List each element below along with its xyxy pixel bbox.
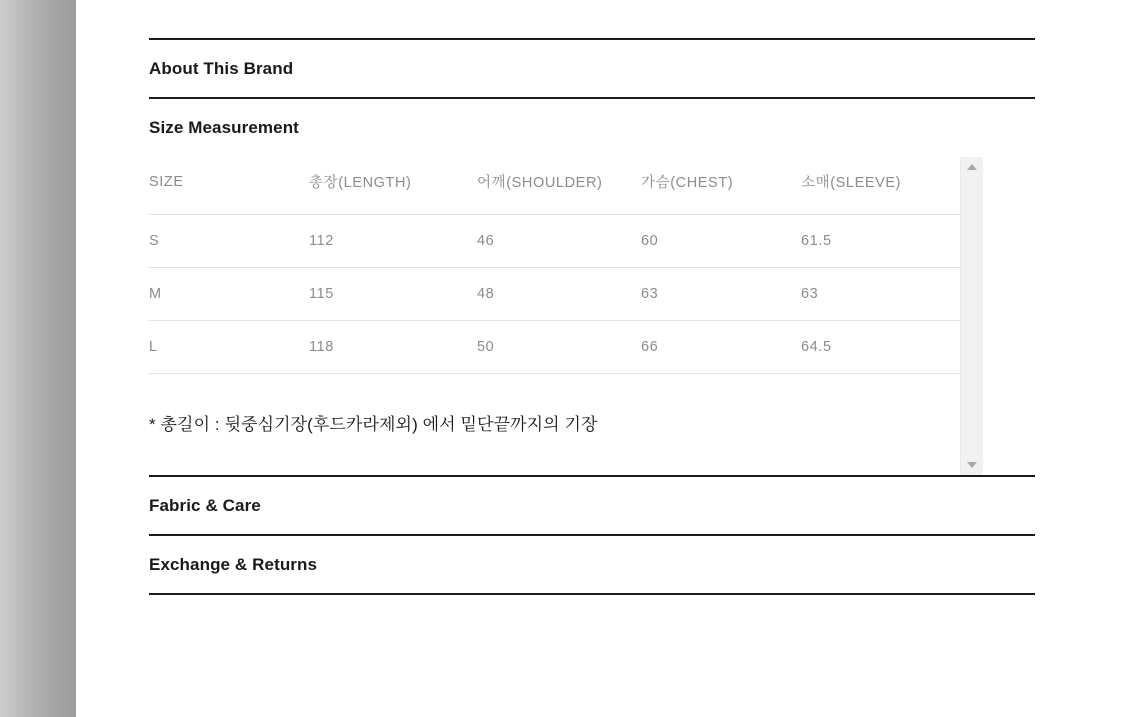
cell-sleeve: 64.5: [801, 321, 967, 374]
accordion-about-this-brand[interactable]: [149, 40, 1035, 97]
fabric-care-label: Fabric & Care: [149, 495, 261, 515]
cell-shoulder: 46: [477, 215, 641, 268]
chevron-down-icon: [967, 462, 977, 468]
size-measurement-label: Size Measurement: [149, 118, 299, 137]
cell-length: 115: [309, 268, 477, 321]
chevron-up-icon: [967, 164, 977, 170]
column-header-length: 총장(LENGTH): [309, 171, 477, 215]
cell-chest: 66: [641, 321, 801, 374]
table-row: [149, 215, 967, 268]
accordion-fabric-care[interactable]: [149, 477, 1035, 534]
table-header-row: [149, 171, 967, 215]
cell-length: 112: [309, 215, 477, 268]
bottom-spacer: [149, 595, 1035, 681]
cell-size: L: [149, 321, 309, 374]
cell-size: M: [149, 268, 309, 321]
scroll-down-arrow-icon[interactable]: [961, 455, 983, 475]
accordion-content: [149, 0, 1035, 681]
exchange-returns-label: Exchange & Returns: [149, 554, 318, 574]
accordion-exchange-returns[interactable]: [149, 536, 1035, 593]
cell-length: 118: [309, 321, 477, 374]
cell-chest: 60: [641, 215, 801, 268]
cell-chest: 63: [641, 268, 801, 321]
cell-size: S: [149, 215, 309, 268]
size-measurement-section: [149, 99, 1035, 475]
column-header-size: SIZE: [149, 171, 309, 215]
scroll-up-arrow-icon[interactable]: [961, 157, 983, 177]
size-measurement-scroll-area[interactable]: [149, 157, 1035, 475]
table-row: [149, 321, 967, 374]
size-measurement-table: [149, 171, 967, 374]
column-header-sleeve: 소매(SLEEVE): [801, 171, 967, 215]
cell-shoulder: 48: [477, 268, 641, 321]
accordion-size-measurement[interactable]: [149, 99, 1035, 157]
column-header-chest: 가슴(CHEST): [641, 171, 801, 215]
about-this-brand-label: About This Brand: [149, 58, 294, 78]
size-table-scrollbar[interactable]: [960, 157, 983, 475]
left-gradient-edge: [0, 0, 76, 717]
cell-sleeve: 63: [801, 268, 967, 321]
table-row: [149, 268, 967, 321]
size-measurement-note: * 총길이 : 뒷중심기장(후드카라제외) 에서 밑단끝까지의 기장: [149, 415, 598, 434]
cell-shoulder: 50: [477, 321, 641, 374]
cell-sleeve: 61.5: [801, 215, 967, 268]
column-header-shoulder: 어깨(SHOULDER): [477, 171, 641, 215]
